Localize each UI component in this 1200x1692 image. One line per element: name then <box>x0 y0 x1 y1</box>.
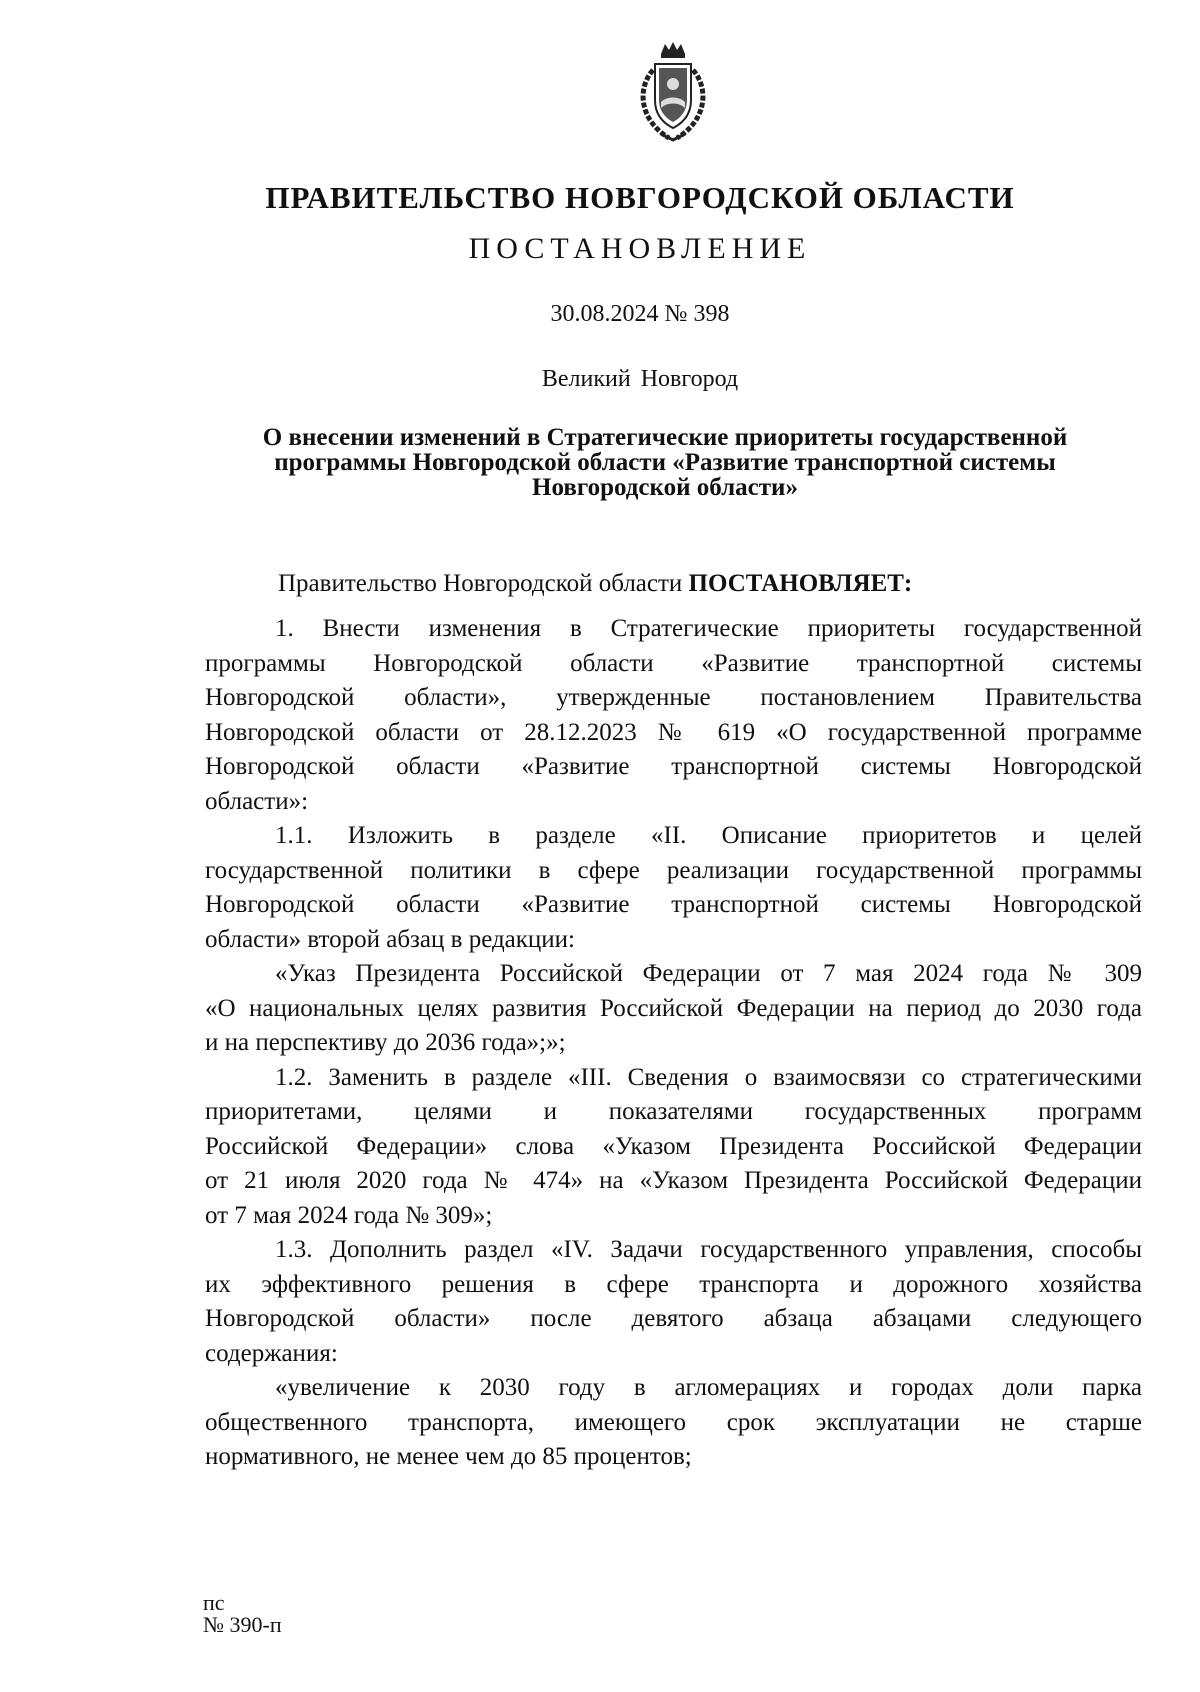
text-line: «О национальных целях развития Российской Федерации на период до 2030 года <box>205 994 1142 1022</box>
paragraph-1-1 <box>205 819 1142 957</box>
text-line: Новгородской области от 28.12.2023 № 619 «О государственной программе <box>205 718 1142 746</box>
paragraph-1-2 <box>205 1061 1142 1234</box>
text-line: Новгородской области» после девятого абзаца абзацами следующего <box>205 1305 1142 1332</box>
paragraph-1 <box>205 612 1142 819</box>
text-line: государственной политики в сфере реализации государственной программы <box>205 856 1142 884</box>
text-line: 1.2. Заменить в разделе «III. Сведения о взаимосвязи со стратегическими <box>275 1063 1142 1091</box>
text-line: «увеличение к 2030 году в агломерациях и городах доли парка <box>275 1374 1142 1401</box>
organization-heading: ПРАВИТЕЛЬСТВО НОВГОРОДСКОЙ ОБЛАСТИ <box>265 180 1015 215</box>
document-city: Великий Новгород <box>541 366 739 392</box>
footer-initials: пс <box>203 1590 225 1615</box>
resolution-intro <box>278 570 912 598</box>
text-line: области»: <box>205 787 309 815</box>
text-line: 1.1. Изложить в разделе «II. Описание приоритетов и целей <box>275 822 1142 849</box>
intro-text: Правительство Новгородской области <box>278 570 689 597</box>
paragraph-1-3 <box>205 1233 1142 1371</box>
text-line: области» второй абзац в редакции: <box>205 925 576 953</box>
title-line: Новгородской области» <box>532 474 798 501</box>
text-line: их эффективного решения в сфере транспорта и дорожного хозяйства <box>205 1270 1142 1298</box>
paragraph-quote-decree <box>205 957 1142 1061</box>
text-line: 1.3. Дополнить раздел «IV. Задачи государственного управления, способы <box>275 1236 1142 1263</box>
text-line: «Указ Президента Российской Федерации от 7 мая 2024 года № 309 <box>275 960 1142 987</box>
paragraph-quote-transport <box>205 1371 1142 1475</box>
document-title <box>205 425 1125 500</box>
intro-bold: ПОСТАНОВЛЯЕТ: <box>688 570 913 597</box>
text-line: общественного транспорта, имеющего срок эксплуатации не старше <box>205 1408 1142 1436</box>
text-line: программы Новгородской области «Развитие транспортной системы <box>205 649 1142 677</box>
coat-of-arms-emblem <box>631 40 715 144</box>
text-line: нормативного, не менее чем до 85 процентов; <box>205 1443 692 1470</box>
document-date-number: 30.08.2024 № 398 <box>550 301 730 327</box>
text-line: Новгородской области «Развитие транспортной системы Новгородской <box>205 753 1142 780</box>
footer-number: № 390-п <box>203 1612 282 1637</box>
text-line: Новгородской области», утвержденные постановлением Правительства <box>205 684 1142 711</box>
text-line: и на перспективу до 2036 года»;»; <box>205 1029 566 1056</box>
footer-mark <box>203 1592 282 1636</box>
text-line: Новгородской области «Развитие транспортной системы Новгородской <box>205 891 1142 918</box>
coat-of-arms-icon <box>631 40 715 144</box>
title-line: О внесении изменений в Стратегические приоритеты государственной <box>262 424 1068 451</box>
text-line: содержания: <box>205 1339 338 1367</box>
text-line: от 21 июля 2020 года № 474» на «Указом Президента Российской Федерации <box>205 1167 1142 1194</box>
text-line: приоритетами, целями и показателями государственных программ <box>205 1098 1142 1125</box>
text-line: 1. Внести изменения в Стратегические приоритеты государственной <box>275 615 1142 642</box>
title-line: программы Новгородской области «Развитие транспортной системы <box>274 449 1056 476</box>
text-line: Российской Федерации» слова «Указом Президента Российской Федерации <box>205 1132 1142 1160</box>
document-body <box>205 612 1142 1475</box>
document-type-heading: ПОСТАНОВЛЕНИЕ <box>468 232 812 265</box>
text-line: от 7 мая 2024 года № 309»; <box>205 1201 493 1229</box>
